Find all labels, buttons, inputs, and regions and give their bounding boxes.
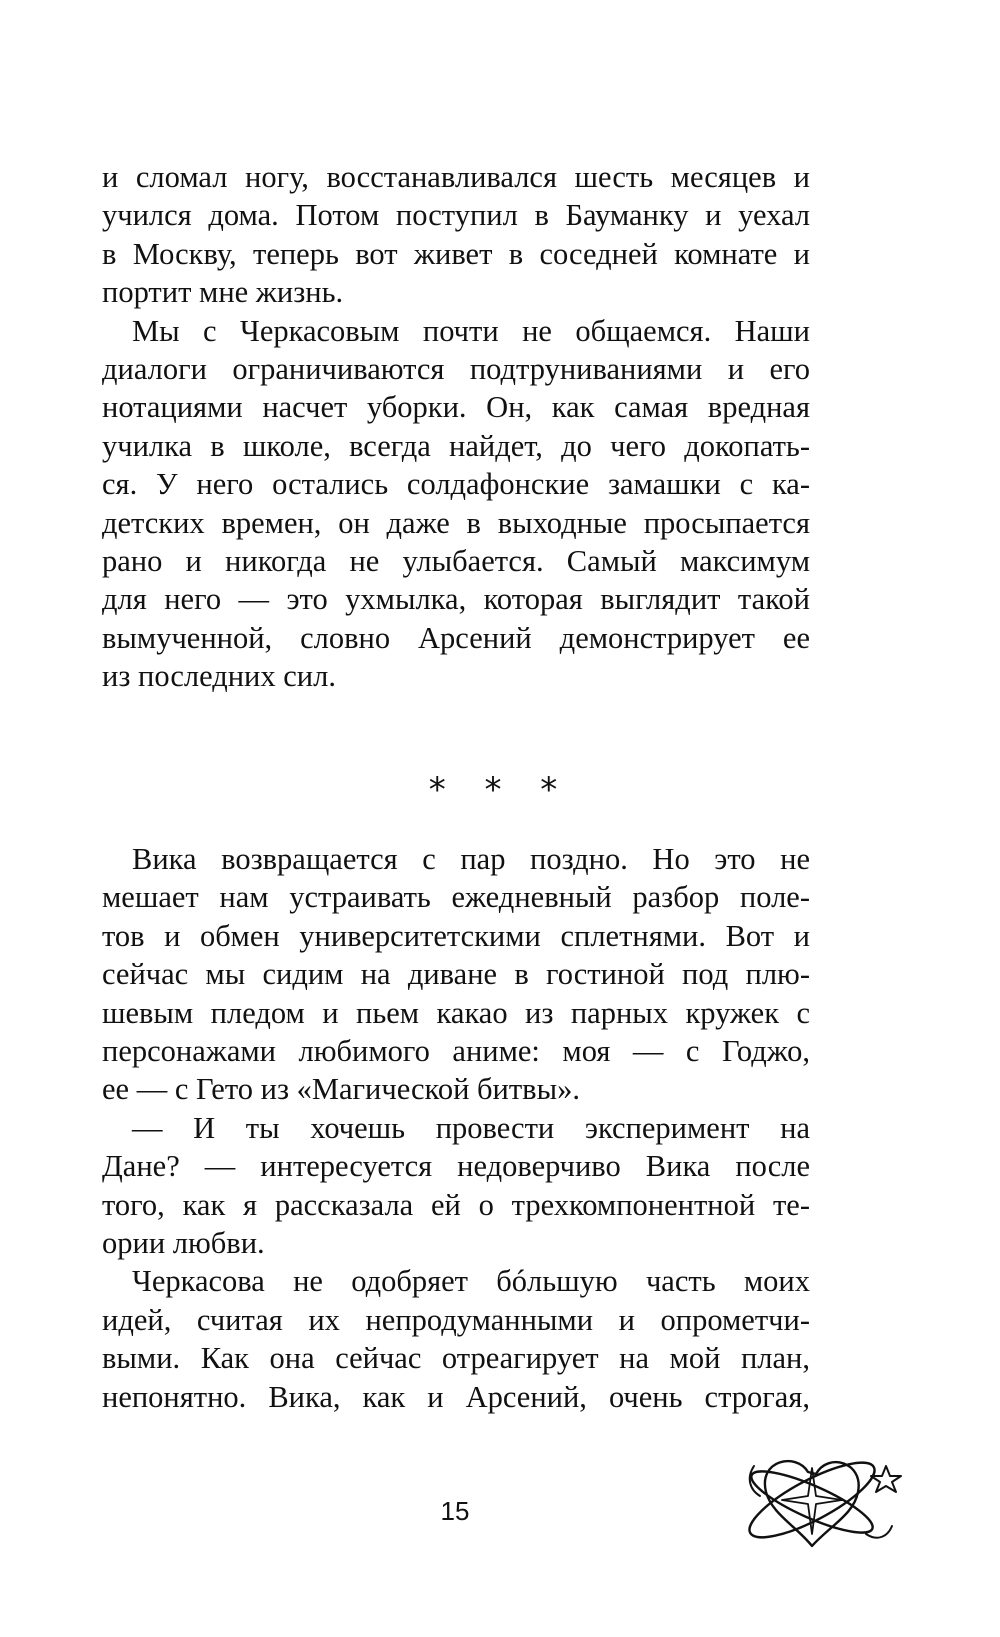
- paragraph-3: [102, 840, 810, 1109]
- text-line: Мы с Черкасовым почти не общаемся. Наши: [132, 313, 810, 348]
- text-line: ся. У него остались солдафонские замашки с ка-: [102, 467, 810, 502]
- text-line: ории любви.: [102, 1226, 265, 1261]
- text-line: шевым пледом и пьем какао из парных кружек с: [102, 995, 810, 1030]
- text-line: в Москву, теперь вот живет в соседней комнате и: [102, 236, 810, 271]
- text-line: училка в школе, всегда найдет, до чего докопать-: [102, 428, 810, 463]
- text-line: Черкасова не одобряет бóльшую часть моих: [132, 1264, 810, 1299]
- text-line: Вика возвращается с пар поздно. Но это не: [132, 842, 810, 876]
- text-line: того, как я рассказала ей о трехкомпонентной те-: [102, 1187, 810, 1222]
- text-line: и сломал ногу, восстанавливался шесть месяцев и: [102, 160, 810, 194]
- paragraph-2: [102, 312, 810, 696]
- text-line: Дане? — интересуется недоверчиво Вика после: [102, 1149, 810, 1184]
- text-line: тов и обмен университетскими сплетнями. Вот и: [102, 918, 810, 953]
- text-line: ее — с Гето из «Магической битвы».: [102, 1072, 580, 1107]
- text-line: из последних сил.: [102, 659, 336, 694]
- text-line: рано и никогда не улыбается. Самый максимум: [102, 544, 810, 579]
- paragraph-4: [102, 1109, 810, 1263]
- text-line: диалоги ограничиваются подтруниваниями и его: [102, 352, 810, 387]
- text-block-bottom: [102, 840, 810, 1416]
- text-line: нотациями насчет уборки. Он, как самая вредная: [102, 390, 810, 425]
- text-line: портит мне жизнь.: [102, 275, 344, 310]
- text-line: детских времен, он даже в выходные просыпается: [102, 505, 810, 540]
- text-line: непонятно. Вика, как и Арсений, очень строгая,: [102, 1379, 810, 1414]
- page-number: 15: [440, 1496, 470, 1526]
- text-block-top: [102, 158, 810, 696]
- text-line: идей, считая их непродуманными и опрометчи-: [102, 1302, 810, 1337]
- paragraph-5: [102, 1262, 810, 1416]
- text-line: выми. Как она сейчас отреагирует на мой план,: [102, 1341, 810, 1376]
- text-line: для него — это ухмылка, которая выглядит такой: [102, 582, 810, 617]
- paragraph-1: [102, 158, 810, 312]
- text-line: вымученной, словно Арсений демонстрирует ее: [102, 620, 810, 655]
- heart-orbit-star-icon: [736, 1438, 926, 1562]
- section-separator: * * *: [428, 770, 572, 810]
- text-line: мешает нам устраивать ежедневный разбор поле-: [102, 880, 810, 915]
- text-line: сейчас мы сидим на диване в гостиной под плю-: [102, 957, 810, 992]
- text-line: учился дома. Потом поступил в Бауманку и уехал: [102, 198, 810, 233]
- text-line: — И ты хочешь провести эксперимент на: [132, 1110, 810, 1145]
- text-line: персонажами любимого аниме: моя — с Годжо,: [102, 1034, 810, 1069]
